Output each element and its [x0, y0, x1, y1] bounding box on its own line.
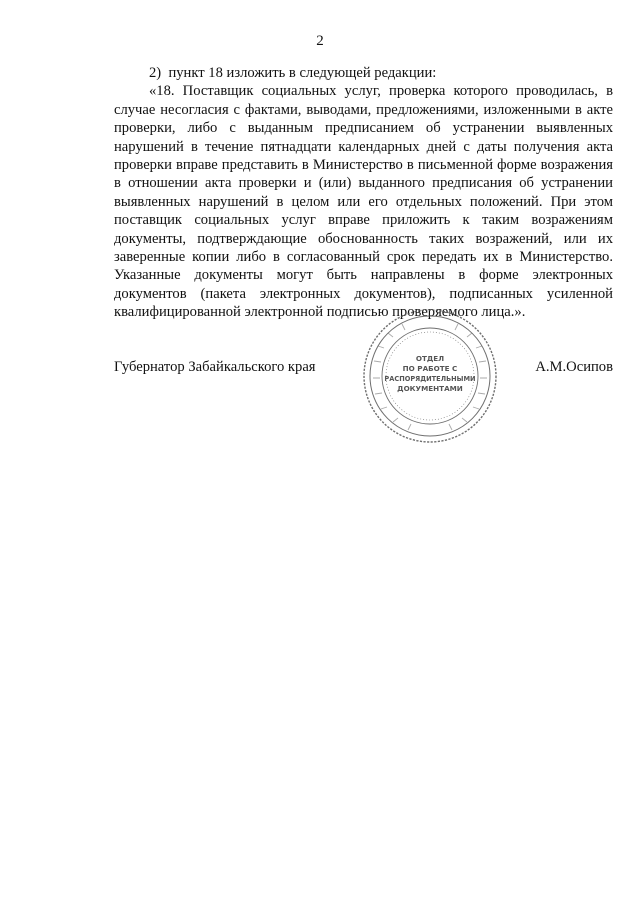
signer-title: Губернатор Забайкальского края — [114, 359, 316, 375]
signer-name: А.М.Осипов — [535, 359, 613, 375]
seal-line-2: ПО РАБОТЕ С — [402, 364, 458, 373]
page-number: 2 — [316, 33, 324, 49]
paragraph-item-2: 2) пункт 18 изложить в следующей редакции: — [149, 65, 437, 81]
seal-graphic — [360, 306, 500, 446]
seal-line-3: РАСПОРЯДИТЕЛЬНЫМИ — [384, 375, 476, 383]
paragraph-point-18: «18. Поставщик социальных услуг, проверка которого проводилась, в случае несогласия с фактами, выводами, предложениями, изложенными в акте проверки, либо с выданным предписанием об устранении выявленных нарушений в течение пятнадцати календарных дней с даты получения акта проверки вправе представить в Министерство в письменной форме возражения в отношении акта проверки и (или) выданного предписания об устранении выявленных нарушений в целом или его отдельных положений. При этом поставщик социальных услуг вправе приложить к таким возражениям документы, подтверждающие обоснованность таких возражений, или их заверенные копии либо в согласованный срок передать их в Министерство. Указанные документы могут быть направлены в форме электронных документов (пакета электронных документов), подписанных усиленной квалифицированной электронной подписью проверяемого лица.». — [114, 83, 613, 321]
official-seal-stamp — [360, 306, 500, 446]
document-body — [114, 64, 613, 322]
seal-line-4: ДОКУМЕНТАМИ — [397, 384, 463, 393]
seal-line-1: ОТДЕЛ — [415, 354, 445, 363]
